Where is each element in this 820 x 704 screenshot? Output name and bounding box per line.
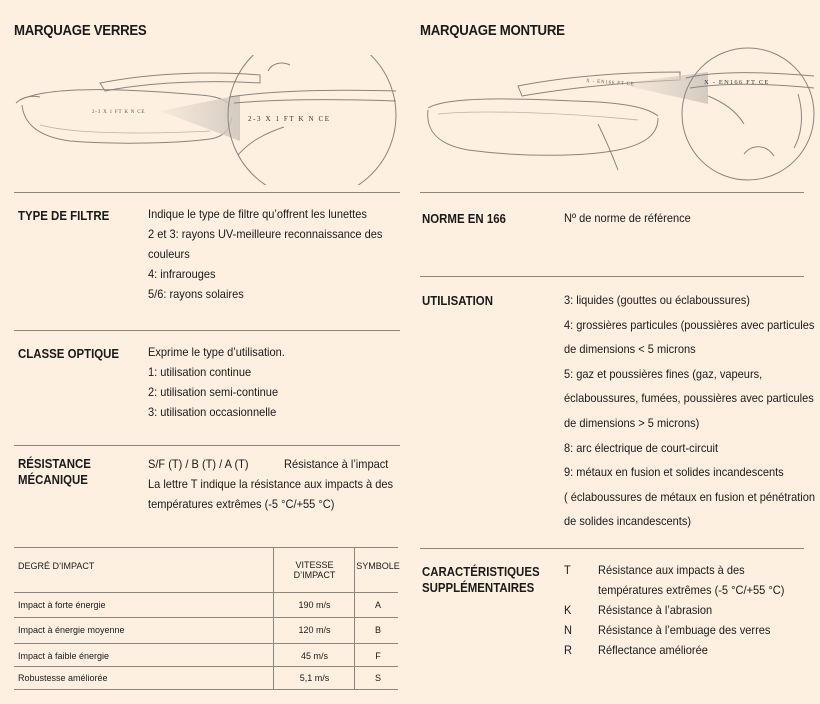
usage-line: de solides incandescents) xyxy=(564,514,692,529)
usage-line: ( éclaboussures de métaux en fusion et pénétration xyxy=(564,489,816,504)
usage-line: 3: liquides (gouttes ou éclaboussures) xyxy=(564,293,750,307)
table-row-symbol: F xyxy=(375,651,381,661)
extra-features-label xyxy=(422,564,540,596)
lens-marking-title: MARQUAGE VERRES xyxy=(14,22,147,39)
extra-feature-desc: Résistance à l’abrasion xyxy=(598,603,713,617)
usage-line: 4: grossières particules (poussières avec particules xyxy=(564,317,815,332)
extra-feature-desc: Réflectance améliorée xyxy=(598,643,708,657)
table-bottom-rule xyxy=(14,689,398,690)
table-row-rule xyxy=(14,643,398,644)
filter-type-line: 4: infrarouges xyxy=(148,267,216,281)
mechanical-label-line: MÉCANIQUE xyxy=(18,472,88,487)
extra-feature-code: T xyxy=(564,563,571,577)
mechanical-line: températures extrêmes (-5 °C/+55 °C) xyxy=(148,497,335,511)
optical-class-line: 2: utilisation semi-continue xyxy=(148,385,279,399)
divider xyxy=(420,548,804,549)
table-row-speed: 120 m/s xyxy=(298,625,331,635)
table-row-rule xyxy=(14,617,398,618)
optical-class-line: Exprime le type d’utilisation. xyxy=(148,345,285,359)
table-row-speed: 5,1 m/s xyxy=(299,673,330,683)
extra-feature-code: N xyxy=(564,623,572,637)
lens-marking-small-text: 2-3 X 1 FT K N CE xyxy=(92,110,146,115)
filter-type-label: TYPE DE FILTRE xyxy=(18,208,110,223)
divider xyxy=(14,330,400,331)
table-row-speed: 190 m/s xyxy=(298,600,331,610)
lens-marking-illustration xyxy=(10,55,400,185)
table-row-degree: Impact à forte énergie xyxy=(18,600,106,610)
optical-class-description xyxy=(148,342,285,422)
table-row-rule xyxy=(14,592,398,593)
table-header-speed-line: D’IMPACT xyxy=(293,570,336,580)
table-header-degree: DEGRÉ D’IMPACT xyxy=(18,561,95,571)
table-row-degree: Robustesse améliorée xyxy=(18,673,108,683)
table-column-divider xyxy=(273,547,274,689)
filter-type-line: couleurs xyxy=(148,247,190,261)
usage-line: 8: arc électrique de court-circuit xyxy=(564,440,719,455)
mechanical-description xyxy=(148,474,393,514)
extra-feature-code: R xyxy=(564,643,572,657)
mechanical-line: La lettre T indique la résistance aux impacts à des xyxy=(148,477,394,491)
extra-features-codes xyxy=(564,560,572,660)
filter-type-description xyxy=(148,204,382,304)
usage-line: éclaboussures, fumées, poussières avec particules xyxy=(564,391,814,406)
extra-feature-code: K xyxy=(564,603,572,617)
usage-line: de dimensions > 5 microns) xyxy=(564,415,700,430)
table-row-degree: Impact à faible énergie xyxy=(18,651,110,661)
divider xyxy=(14,445,400,446)
lens-marking-magnified-text: 2-3 X 1 FT K N CE xyxy=(248,115,331,123)
frame-marking-magnified-text: X - EN166 FT CE xyxy=(704,79,770,86)
table-row-symbol: S xyxy=(374,673,381,683)
table-header-speed-line: VITESSE xyxy=(295,560,334,570)
extra-features-descriptions xyxy=(598,560,784,660)
extra-feature-desc: températures extrêmes (-5 °C/+55 °C) xyxy=(598,583,785,597)
usage-line: 5: gaz et poussières fines (gaz, vapeurs, xyxy=(564,366,763,381)
mechanical-label-line: RÉSISTANCE xyxy=(18,456,91,471)
usage-line: de dimensions < 5 microns xyxy=(564,342,696,357)
table-column-divider xyxy=(354,547,355,689)
divider xyxy=(420,276,804,277)
filter-type-line: Indique le type de filtre qu’offrent les lunettes xyxy=(148,207,367,221)
norm-description: Nº de norme de référence xyxy=(564,211,691,225)
divider xyxy=(14,192,400,193)
frame-marking-illustration xyxy=(418,44,818,184)
table-header-speed xyxy=(275,560,354,580)
norm-label: NORME EN 166 xyxy=(422,211,506,226)
usage-line: 9: métaux en fusion et solides incandescents xyxy=(564,465,784,480)
filter-type-line: 5/6: rayons solaires xyxy=(148,287,244,301)
divider xyxy=(420,192,804,193)
filter-type-line: 2 et 3: rayons UV-meilleure reconnaissance des xyxy=(148,227,383,241)
optical-class-line: 3: utilisation occasionnelle xyxy=(148,405,277,419)
table-row-degree: Impact à énergie moyenne xyxy=(18,625,125,635)
table-row-rule xyxy=(14,666,398,667)
usage-description xyxy=(564,288,815,534)
frame-marking-title: MARQUAGE MONTURE xyxy=(420,22,565,39)
table-row-speed: 45 m/s xyxy=(300,651,328,661)
mechanical-codes-description: Résistance à l’impact xyxy=(284,457,389,471)
frame-marking-small-text: X - EN166 FT CE xyxy=(585,79,635,88)
mechanical-codes: S/F (T) / B (T) / A (T) xyxy=(148,457,249,471)
table-row-symbol: A xyxy=(374,600,381,610)
mechanical-resistance-label xyxy=(18,456,91,488)
extra-feature-code xyxy=(564,580,572,600)
table-top-rule xyxy=(14,547,398,548)
optical-class-line: 1: utilisation continue xyxy=(148,365,252,379)
optical-class-label: CLASSE OPTIQUE xyxy=(18,346,120,361)
extra-feature-desc: Résistance à l’embuage des verres xyxy=(598,623,771,637)
usage-label: UTILISATION xyxy=(422,293,493,308)
table-row-symbol: B xyxy=(374,625,381,635)
extra-label-line: SUPPLÉMENTAIRES xyxy=(422,580,535,595)
extra-feature-desc: Résistance aux impacts à des xyxy=(598,563,745,577)
table-header-symbol: SYMBOLE xyxy=(356,561,400,571)
extra-label-line: CARACTÉRISTIQUES xyxy=(422,564,540,579)
